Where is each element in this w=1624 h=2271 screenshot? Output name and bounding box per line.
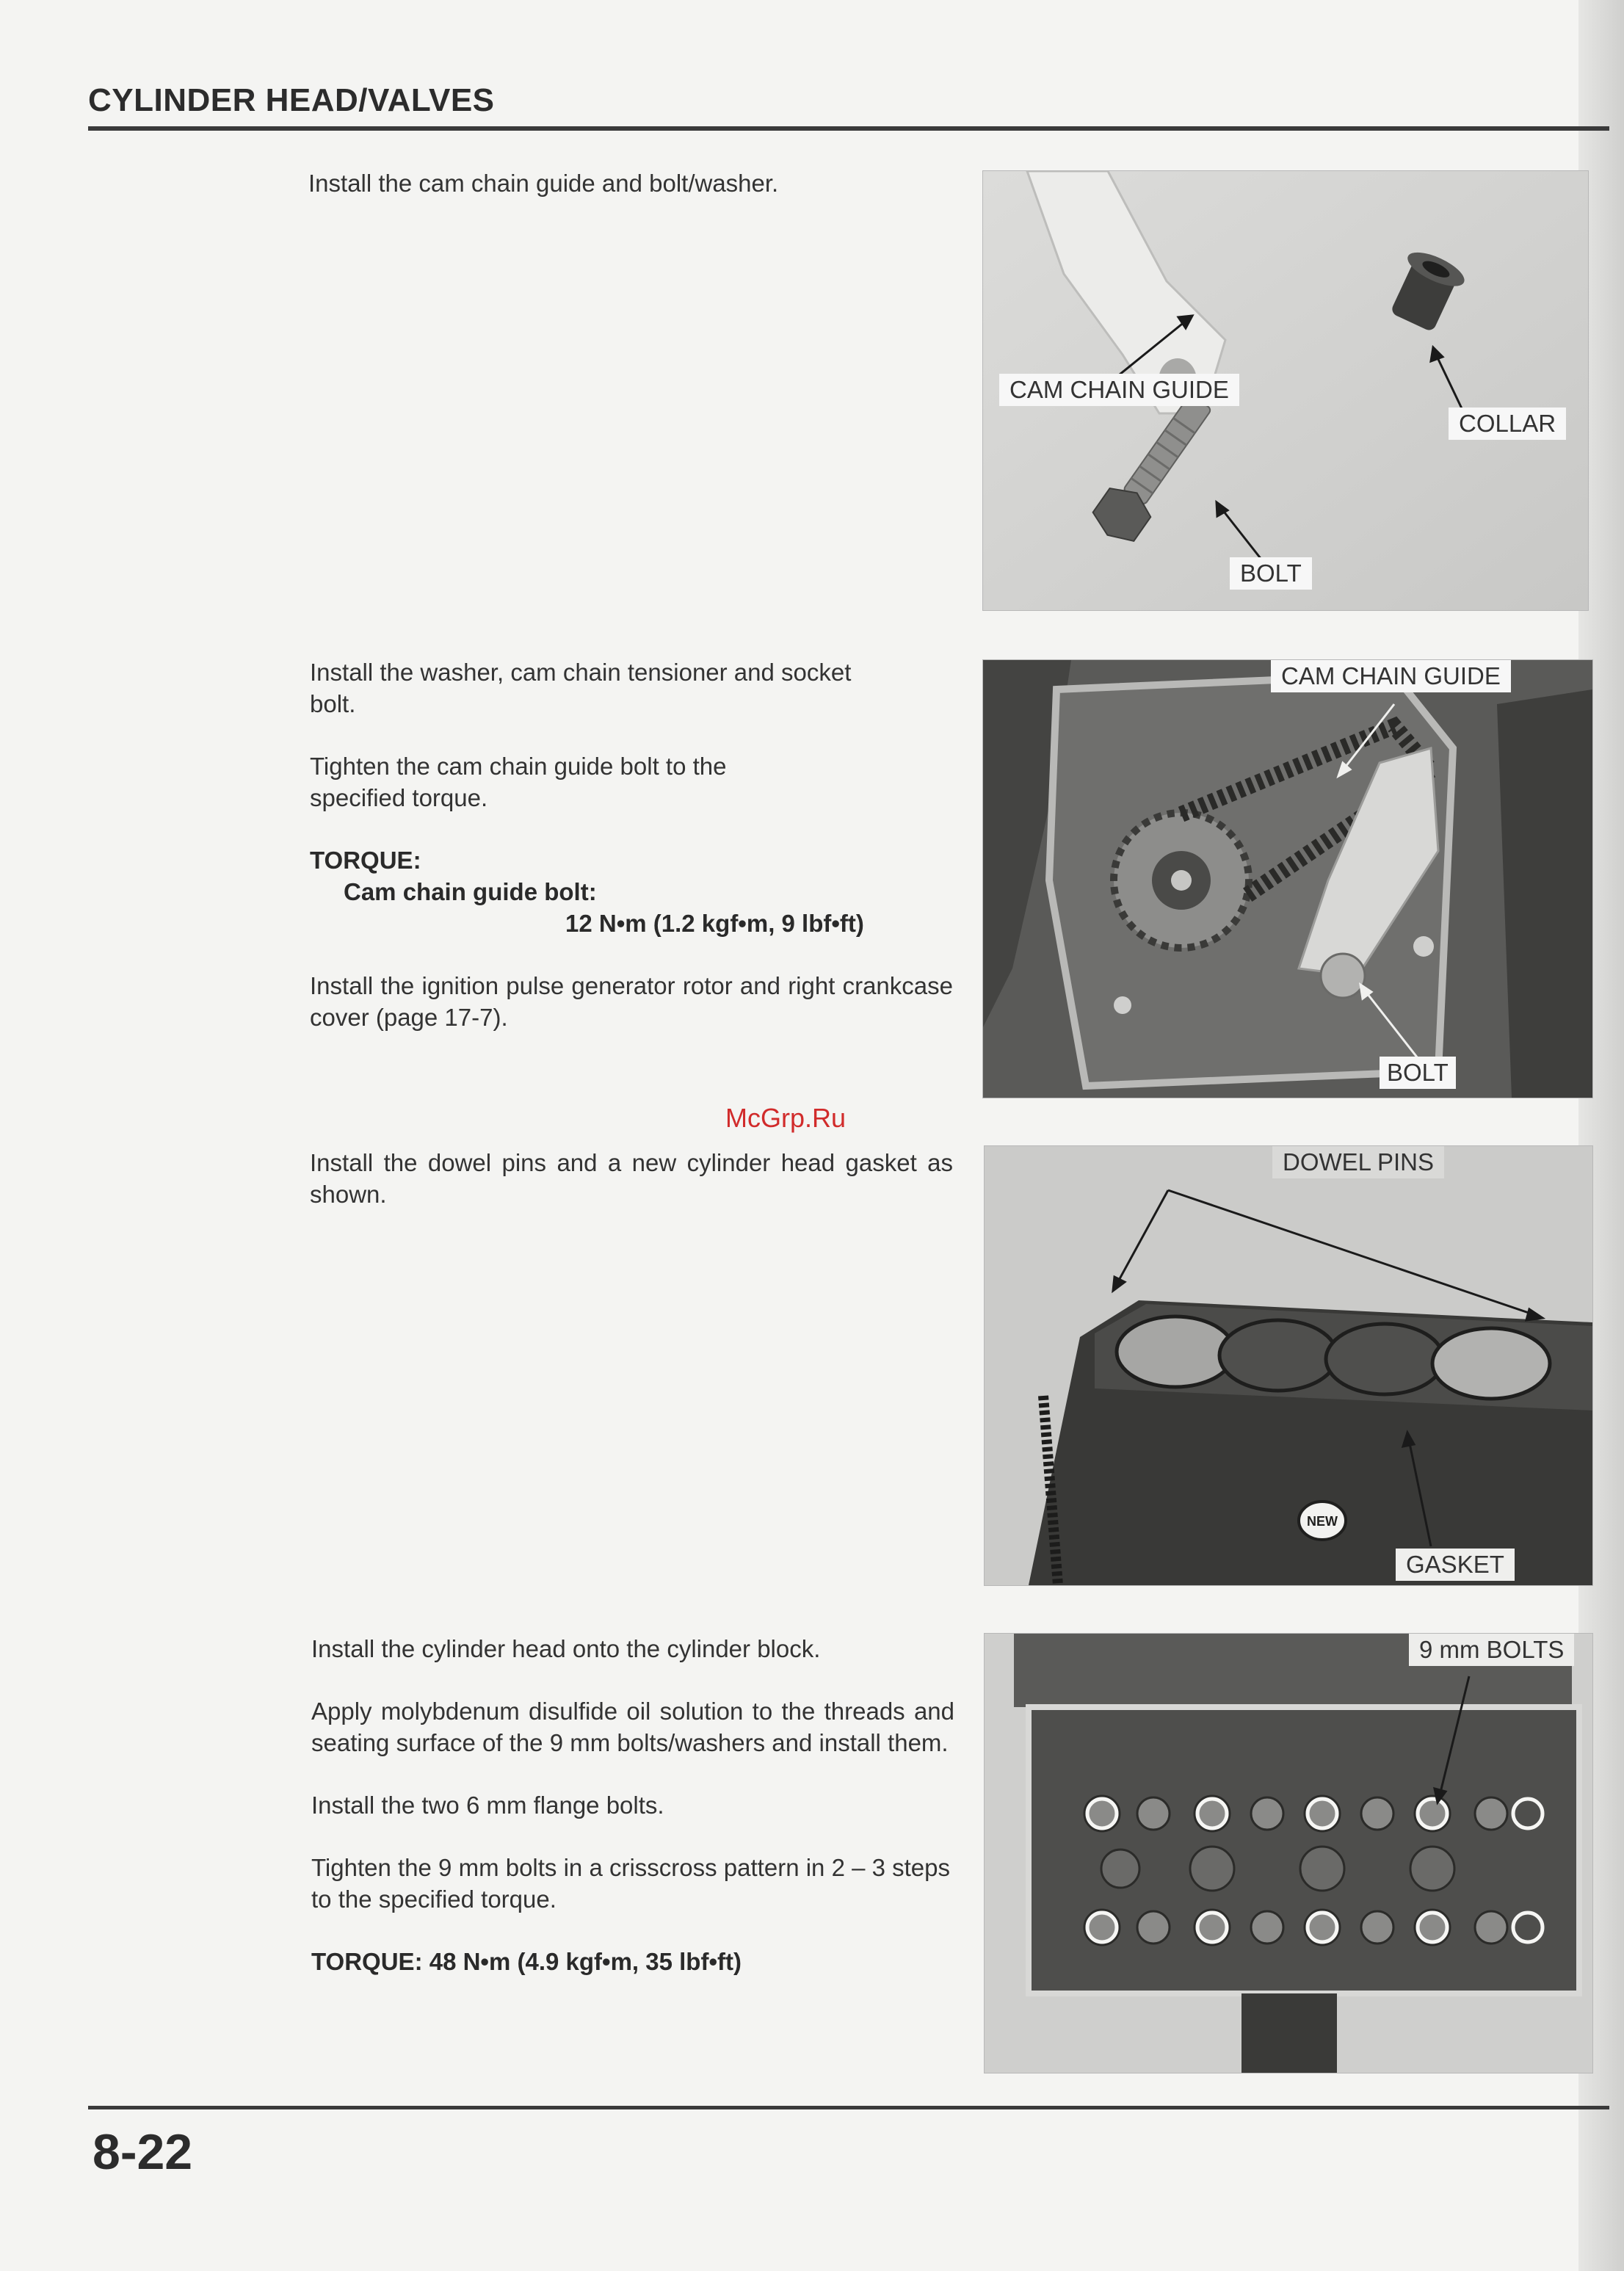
watermark: McGrp.Ru [725,1103,847,1133]
header-rule [88,126,1609,131]
torque-value: 12 N•m (1.2 kgf•m, 9 lbf•ft) [565,910,864,937]
torque-item: Cam chain guide bolt: [344,878,597,905]
new-part-icon: NEW [1307,1514,1338,1529]
figure-dowel-pins-gasket [984,1145,1593,1586]
step1-text: Install the cam chain guide and bolt/washer. [308,170,779,197]
page-number: 8-22 [93,2124,193,2180]
label-9mm-bolts: 9 mm BOLTS [1409,1634,1574,1666]
label-bolt-2: BOLT [1380,1057,1456,1089]
label-bolt: BOLT [1230,557,1312,590]
label-gasket: GASKET [1396,1549,1515,1581]
step3-text: Install the dowel pins and a new cylinder head gasket as shown. [310,1149,953,1208]
step2-para2: Tighten the cam chain guide bolt to the specified torque. [310,753,727,811]
figure-cam-chain-guide-installed [982,659,1593,1098]
step4-para2: Apply molybdenum disulfide oil solution to the threads and seating surface of the 9 mm bolts/washers and install them. [311,1698,954,1756]
step4-para3: Install the two 6 mm flange bolts. [311,1792,664,1819]
label-cam-chain-guide: CAM CHAIN GUIDE [999,374,1239,406]
figure-cam-chain-guide-parts [982,170,1589,611]
label-cam-chain-guide-2: CAM CHAIN GUIDE [1271,660,1511,692]
step2-para3: Install the ignition pulse generator rotor and right crankcase cover (page 17-7). [310,972,953,1031]
step4-para4: Tighten the 9 mm bolts in a crisscross pattern in 2 – 3 steps to the specified torque. [311,1854,951,1913]
torque-heading: TORQUE: [310,847,421,874]
step4-para1: Install the cylinder head onto the cylinder block. [311,1635,821,1662]
label-dowel-pins: DOWEL PINS [1272,1146,1444,1178]
step4-torque: TORQUE: 48 N•m (4.9 kgf•m, 35 lbf•ft) [311,1948,742,1975]
step4-block [311,1633,954,1977]
figure-3-illustration [985,1146,1592,1585]
section-title: CYLINDER HEAD/VALVES [88,82,495,118]
figure-2-illustration [983,660,1592,1098]
footer-rule [88,2106,1609,2109]
step2-para1: Install the washer, cam chain tensioner and socket bolt. [310,659,852,717]
figure-4-illustration [985,1634,1592,2073]
step2-block [310,656,956,1033]
label-collar: COLLAR [1449,408,1566,440]
figure-9mm-bolts [984,1633,1593,2073]
